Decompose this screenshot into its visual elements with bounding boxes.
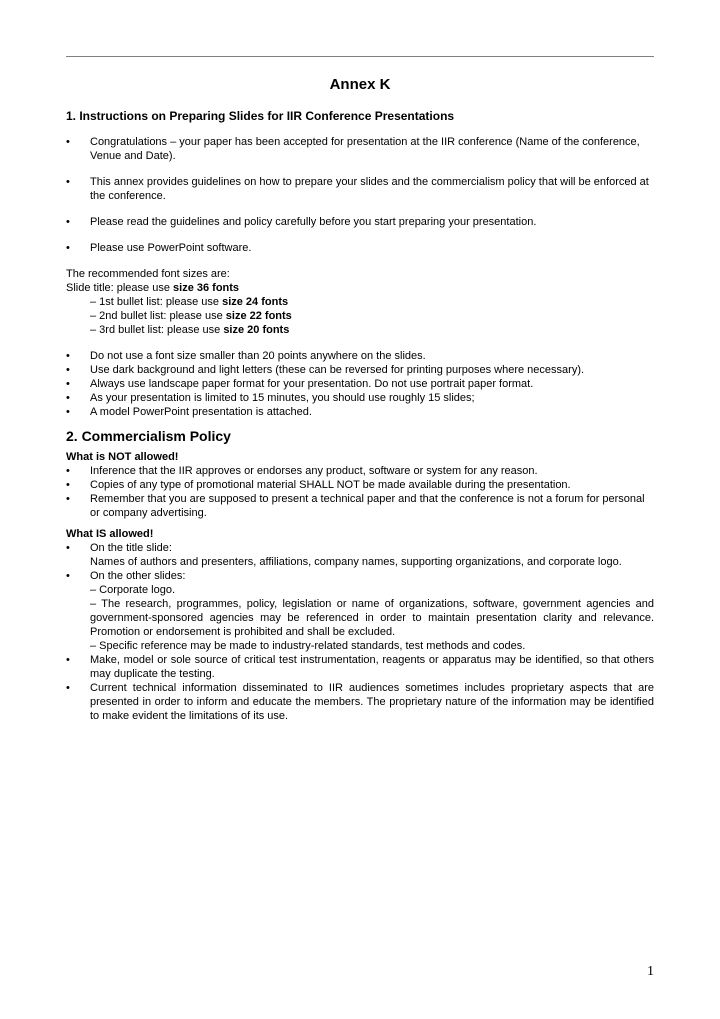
bullet-icon: • bbox=[66, 364, 70, 376]
page-number: 1 bbox=[647, 964, 654, 979]
font-size-recommendations bbox=[66, 267, 654, 337]
bullet-icon: • bbox=[66, 465, 70, 477]
list-item: • Inference that the IIR approves or endorses any product, software or system for any reason. bbox=[66, 465, 538, 477]
not-allowed-list bbox=[66, 464, 654, 520]
list-item: • A model PowerPoint presentation is attached. bbox=[66, 406, 312, 418]
font-list1-line: – 1st bullet list: please use size 24 fonts bbox=[90, 296, 289, 308]
list-item: • Copies of any type of promotional material SHALL NOT be made available during the presentation. bbox=[66, 479, 571, 491]
list-item: • On the title slide: Names of authors and presenters, affiliations, company names, supporting organizations, and corporate logo. bbox=[66, 542, 622, 568]
list-item: • Please use PowerPoint software. bbox=[66, 242, 252, 254]
not-allowed-heading: What is NOT allowed! bbox=[66, 451, 179, 463]
list-item: • This annex provides guidelines on how to prepare your slides and the commercialism policy that will be enforced at the conference. bbox=[66, 176, 649, 202]
page-title: Annex K bbox=[329, 76, 391, 93]
bullet-icon: • bbox=[66, 176, 70, 188]
font-list2-line: – 2nd bullet list: please use size 22 fonts bbox=[90, 310, 292, 322]
bullet-icon: • bbox=[66, 479, 70, 491]
bullet-icon: • bbox=[66, 570, 70, 582]
list-item: • Please read the guidelines and policy carefully before you start preparing your presentation. bbox=[66, 216, 537, 228]
slide-rules-list bbox=[66, 349, 654, 419]
bullet-icon: • bbox=[66, 392, 70, 404]
allowed-list bbox=[66, 541, 654, 723]
bullet-icon: • bbox=[66, 378, 70, 390]
section1-heading: 1. Instructions on Preparing Slides for IIR Conference Presentations bbox=[66, 109, 455, 123]
bullet-icon: • bbox=[66, 136, 70, 148]
section2-heading: 2. Commercialism Policy bbox=[66, 428, 231, 444]
bullet-icon: • bbox=[66, 654, 70, 666]
bullet-icon: • bbox=[66, 350, 70, 362]
list-item: • Use dark background and light letters (these can be reversed for printing purposes where necessary). bbox=[66, 364, 585, 376]
bullet-icon: • bbox=[66, 682, 70, 694]
bullet-icon: • bbox=[66, 542, 70, 554]
header-rule bbox=[66, 56, 654, 57]
allowed-heading: What IS allowed! bbox=[66, 528, 154, 540]
list-item: • Always use landscape paper format for your presentation. Do not use portrait paper format. bbox=[66, 378, 534, 390]
intro-bullet-list bbox=[66, 135, 654, 255]
list-item: • Make, model or sole source of critical test instrumentation, reagents or apparatus may be identified, so that others may duplicate the testing. bbox=[66, 654, 654, 680]
list-item: • Remember that you are supposed to present a technical paper and that the conference is not a forum for personal or company advertising. bbox=[66, 493, 645, 519]
bullet-icon: • bbox=[66, 216, 70, 228]
font-title-line: Slide title: please use size 36 fonts bbox=[66, 282, 240, 294]
list-item: • On the other slides: – Corporate logo. – The research, programmes, policy, legislation or name of organizations, software, government agencies and government-sponsored agencies may be referenced in order to maintain presentation clarity and relevance. Promotion or endorsement is prohibited and shall be excluded. – Specific reference may be made to industry-related standards, test methods and codes. bbox=[66, 570, 654, 652]
font-list3-line: – 3rd bullet list: please use size 20 fonts bbox=[90, 324, 290, 336]
font-intro: The recommended font sizes are: bbox=[66, 268, 230, 280]
bullet-icon: • bbox=[66, 406, 70, 418]
bullet-icon: • bbox=[66, 493, 70, 505]
document-body bbox=[66, 76, 654, 723]
list-item: • Congratulations – your paper has been accepted for presentation at the IIR conference (Name of the conference, Venue and Date). bbox=[66, 136, 640, 162]
list-item: • Do not use a font size smaller than 20 points anywhere on the slides. bbox=[66, 350, 426, 362]
list-item: • As your presentation is limited to 15 minutes, you should use roughly 15 slides; bbox=[66, 392, 475, 404]
list-item: • Current technical information disseminated to IIR audiences sometimes includes proprietary aspects that are presented in order to inform and educate the members. The proprietary nature of the information may be identified to make evident the limitations of its use. bbox=[66, 682, 654, 722]
bullet-icon: • bbox=[66, 242, 70, 254]
